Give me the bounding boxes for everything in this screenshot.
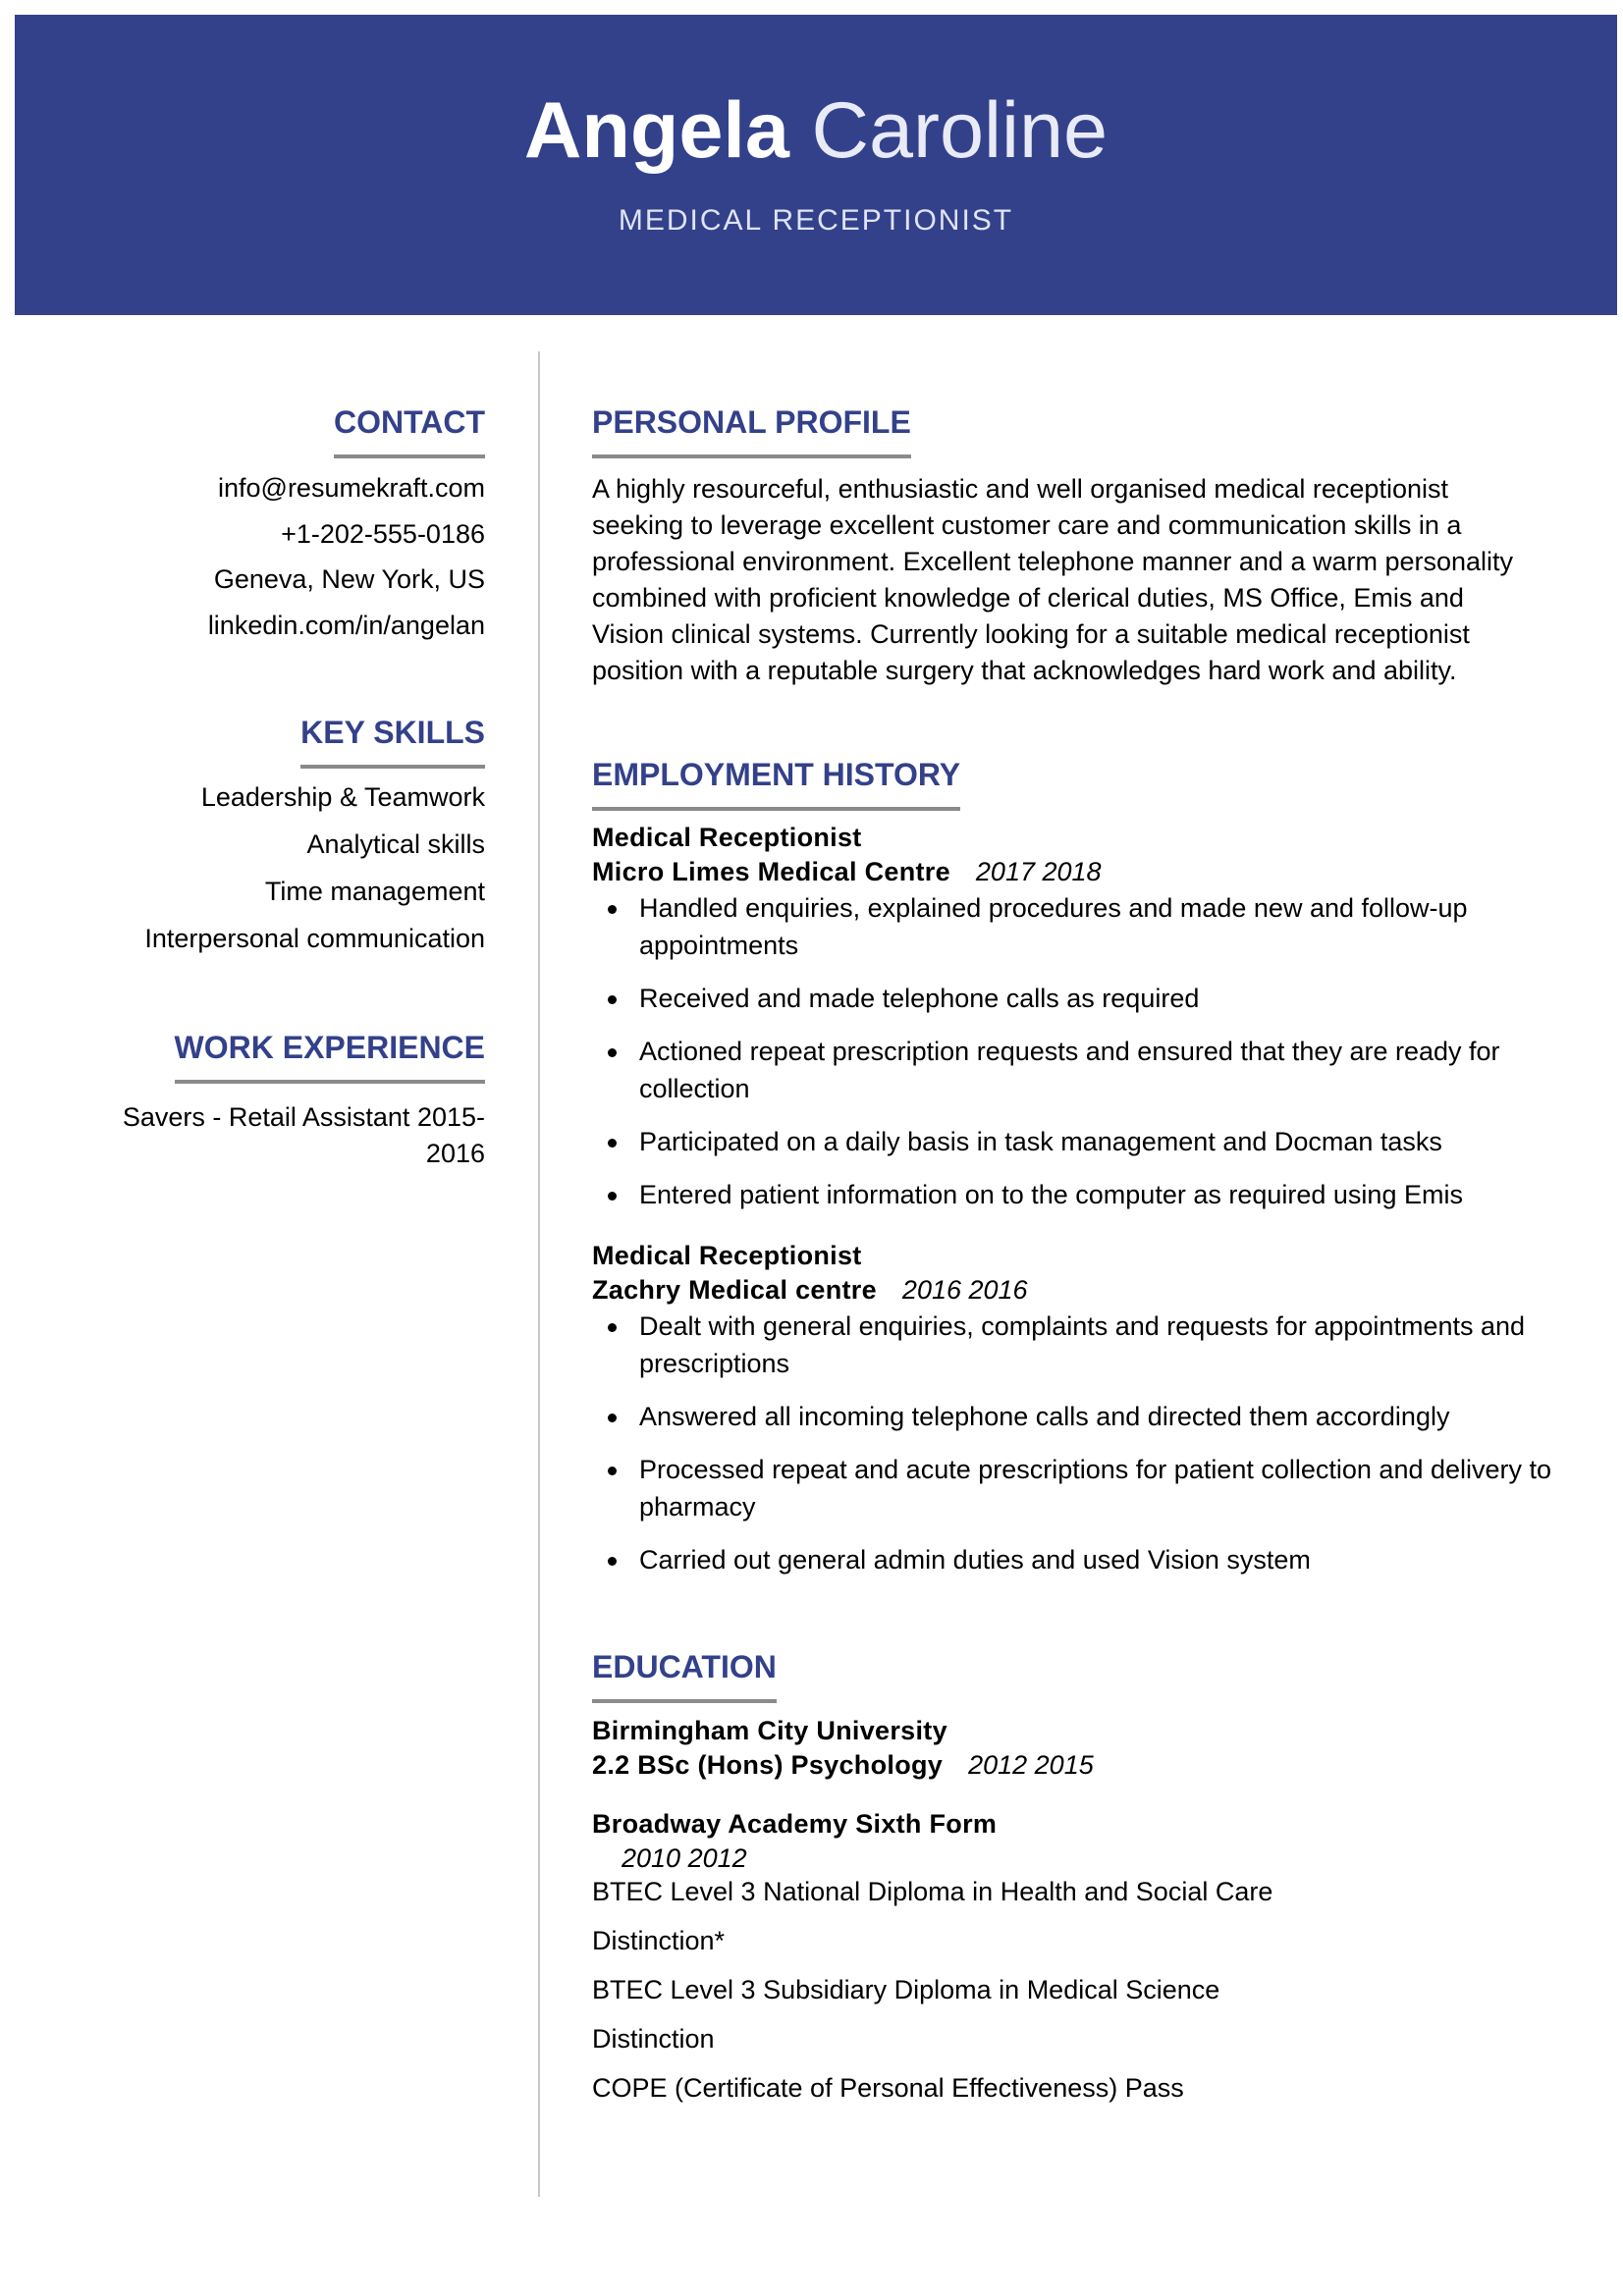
education-heading: EDUCATION — [592, 1651, 777, 1703]
skills-list — [144, 784, 485, 952]
job-bullets — [592, 889, 1574, 1229]
work-experience-line: 2016 — [425, 1139, 485, 1168]
personal-profile-heading: PERSONAL PROFILE — [592, 406, 911, 458]
contact-list — [208, 475, 485, 639]
employment-history-heading: EMPLOYMENT HISTORY — [592, 759, 960, 811]
education-dates: 2010 2012 — [622, 1843, 747, 1873]
work-experience-line: Savers - Retail Assistant 2015- — [122, 1102, 485, 1132]
candidate-name — [15, 86, 1617, 175]
job-employer: Micro Limes Medical Centre — [592, 857, 950, 886]
key-skills-heading-underline — [300, 765, 485, 769]
education-detail: Distinction* — [592, 1926, 726, 1955]
contact-heading: CONTACT — [334, 406, 485, 458]
list-item: Handled enquiries, explained procedures and made new and follow-up appointments — [592, 889, 1574, 964]
education-detail: COPE (Certificate of Personal Effectiveness) Pass — [592, 2073, 1184, 2103]
job-bullets — [592, 1308, 1574, 1594]
work-experience-entry — [123, 1099, 485, 1172]
skill-item: Interpersonal communication — [144, 924, 485, 953]
work-experience-heading: WORK EXPERIENCE — [175, 1032, 485, 1084]
last-name: Caroline — [811, 86, 1109, 175]
job-role: Medical Receptionist — [592, 823, 862, 852]
column-divider — [538, 351, 540, 2197]
skill-item: Time management — [264, 877, 485, 906]
skill-item: Analytical skills — [306, 829, 485, 859]
contact-location: Geneva, New York, US — [213, 564, 485, 594]
education-qualification: 2.2 BSc (Hons) Psychology — [592, 1750, 944, 1780]
list-item: Dealt with general enquiries, complaints and requests for appointments and prescriptions — [592, 1308, 1574, 1382]
personal-profile-heading-underline — [592, 454, 911, 458]
contact-linkedin[interactable]: linkedin.com/in/angelan — [207, 611, 485, 640]
education-qualification-row — [592, 1748, 1094, 1783]
contact-phone[interactable]: +1-202-555-0186 — [281, 519, 485, 549]
personal-profile-text: A highly resourceful, enthusiastic and well organised medical receptionist seeking to leverage excellent customer care and communication skills in a professional environment. Excellent telephone manner and a warm personality combined with proficient knowledge of clerical duties, MS Office, Emis and Vision clinical systems. Currently looking for a suitable medical receptionist position with a reputable surgery that acknowledges hard work and ability. — [592, 474, 1514, 685]
list-item: Participated on a daily basis in task management and Docman tasks — [592, 1123, 1574, 1160]
skill-item: Leadership & Teamwork — [200, 782, 485, 812]
job-dates: 2016 2016 — [901, 1275, 1028, 1305]
education-detail: BTEC Level 3 National Diploma in Health and Social Care — [592, 1877, 1273, 1906]
contact-heading-underline — [334, 454, 485, 458]
education-school: Birmingham City University — [592, 1716, 947, 1745]
job-employer: Zachry Medical centre — [592, 1275, 877, 1305]
list-item: Answered all incoming telephone calls and directed them accordingly — [592, 1398, 1574, 1435]
job-dates: 2017 2018 — [975, 857, 1102, 886]
key-skills-heading: KEY SKILLS — [300, 717, 485, 769]
contact-email[interactable]: info@resumekraft.com — [218, 473, 485, 503]
education-detail: BTEC Level 3 Subsidiary Diploma in Medical Science — [592, 1975, 1220, 2004]
education-school: Broadway Academy Sixth Form — [592, 1809, 998, 1839]
list-item: Received and made telephone calls as required — [592, 980, 1574, 1017]
work-experience-heading-underline — [175, 1080, 485, 1084]
employment-history-heading-underline — [592, 807, 960, 811]
job-title: MEDICAL RECEPTIONIST — [618, 204, 1014, 237]
education-heading-underline — [592, 1699, 777, 1703]
list-item: Actioned repeat prescription requests and ensured that they are ready for collection — [592, 1033, 1574, 1107]
resume-header — [15, 15, 1617, 315]
education-dates: 2012 2015 — [968, 1750, 1094, 1780]
job-header — [592, 1239, 1028, 1308]
education-detail: Distinction — [592, 2024, 715, 2054]
list-item: Processed repeat and acute prescriptions for patient collection and delivery to pharmacy — [592, 1451, 1574, 1525]
job-header — [592, 821, 1102, 889]
first-name: Angela — [523, 86, 789, 175]
list-item: Carried out general admin duties and used Vision system — [592, 1541, 1574, 1578]
list-item: Entered patient information on to the computer as required using Emis — [592, 1176, 1574, 1213]
job-role: Medical Receptionist — [592, 1241, 862, 1270]
